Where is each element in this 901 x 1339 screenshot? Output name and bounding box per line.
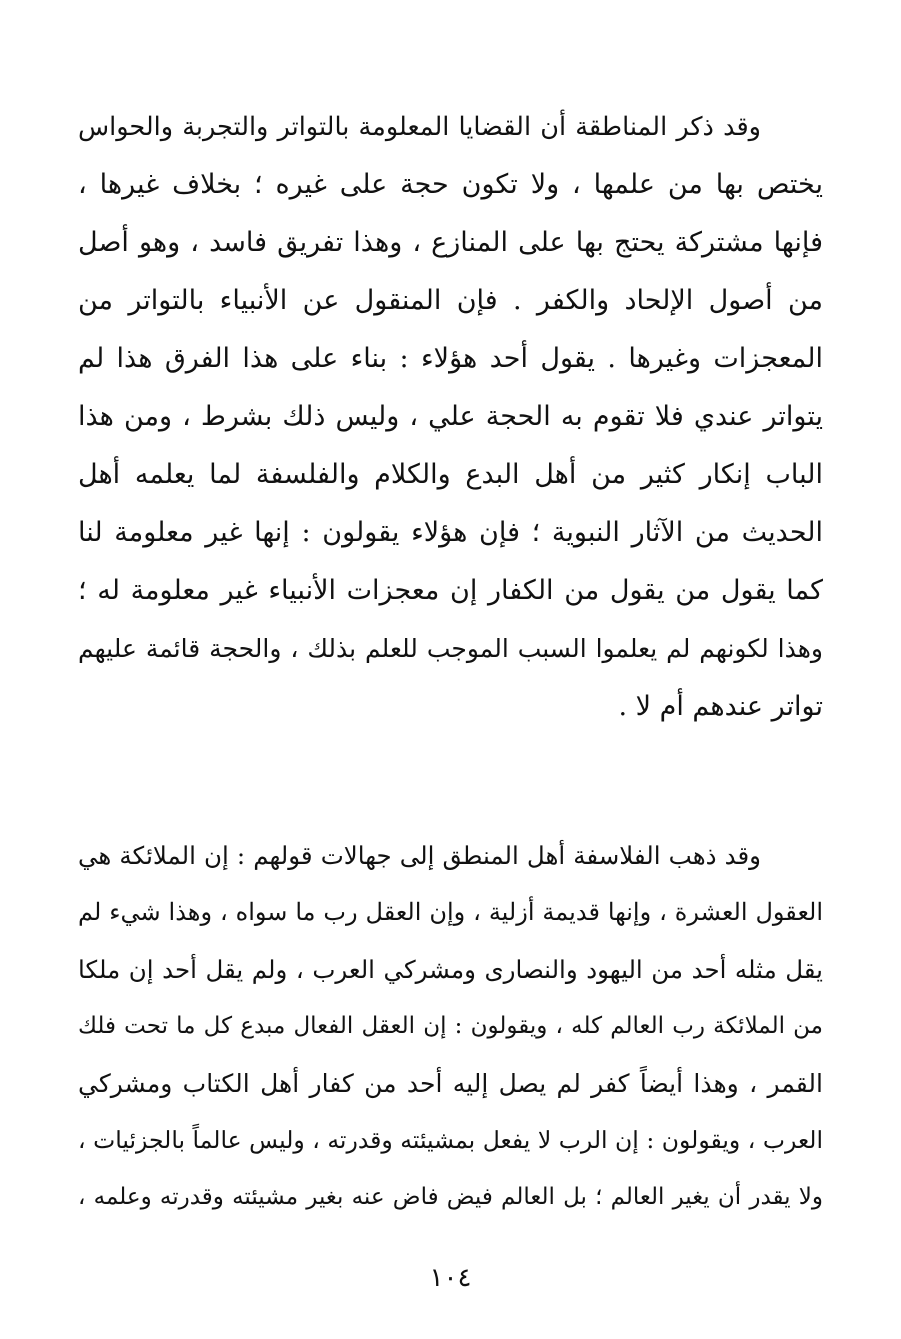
text-line: وقد ذكر المناطقة أن القضايا المعلومة بالتواتر والتجربة والحواس — [78, 112, 761, 142]
page-number: ١٠٤ — [429, 1263, 472, 1293]
text-line: يقل مثله أحد من اليهود والنصارى ومشركي العرب ، ولم يقل أحد إن ملكا — [78, 955, 823, 984]
text-line: العقول العشرة ، وإنها قديمة أزلية ، وإن العقل رب ما سواه ، وهذا شيء لم — [78, 898, 823, 926]
paragraph-1 — [78, 98, 823, 736]
text-line: وقد ذهب الفلاسفة أهل المنطق إلى جهالات قولهم : إن الملائكة هي — [78, 841, 761, 870]
text-line: يختص بها من علمها ، ولا تكون حجة على غيره ؛ بخلاف غيرها ، — [78, 169, 823, 200]
text-line: فإنها مشتركة يحتج بها على المنازع ، وهذا تفريق فاسد ، وهو أصل — [78, 227, 823, 258]
text-line: الباب إنكار كثير من أهل البدع والكلام والفلسفة لما يعلمه أهل — [78, 459, 823, 490]
paragraph-2 — [78, 827, 823, 1226]
text-line: القمر ، وهذا أيضاً كفر لم يصل إليه أحد من كفار أهل الكتاب ومشركي — [78, 1069, 823, 1098]
text-line: من الملائكة رب العالم كله ، ويقولون : إن العقل الفعال مبدع كل ما تحت فلك — [78, 1013, 823, 1039]
text-line: الحديث من الآثار النبوية ؛ فإن هؤلاء يقولون : إنها غير معلومة لنا — [78, 517, 823, 548]
text-line: يتواتر عندي فلا تقوم به الحجة علي ، وليس ذلك بشرط ، ومن هذا — [78, 401, 823, 432]
text-line: تواتر عندهم أم لا . — [618, 691, 823, 722]
text-line: المعجزات وغيرها . يقول أحد هؤلاء : بناء على هذا الفرق هذا لم — [78, 343, 823, 374]
text-line: ولا يقدر أن يغير العالم ؛ بل العالم فيض فاض عنه بغير مشيئته وقدرته وعلمه ، — [78, 1184, 823, 1210]
text-line: من أصول الإلحاد والكفر . فإن المنقول عن الأنبياء بالتواتر من — [78, 285, 823, 316]
text-line: وهذا لكونهم لم يعلموا السبب الموجب للعلم بذلك ، والحجة قائمة عليهم — [78, 634, 823, 663]
text-line: كما يقول من يقول من الكفار إن معجزات الأنبياء غير معلومة له ؛ — [78, 575, 823, 606]
text-line: العرب ، ويقولون : إن الرب لا يفعل بمشيئته وقدرته ، وليس عالماً بالجزئيات ، — [78, 1126, 823, 1154]
